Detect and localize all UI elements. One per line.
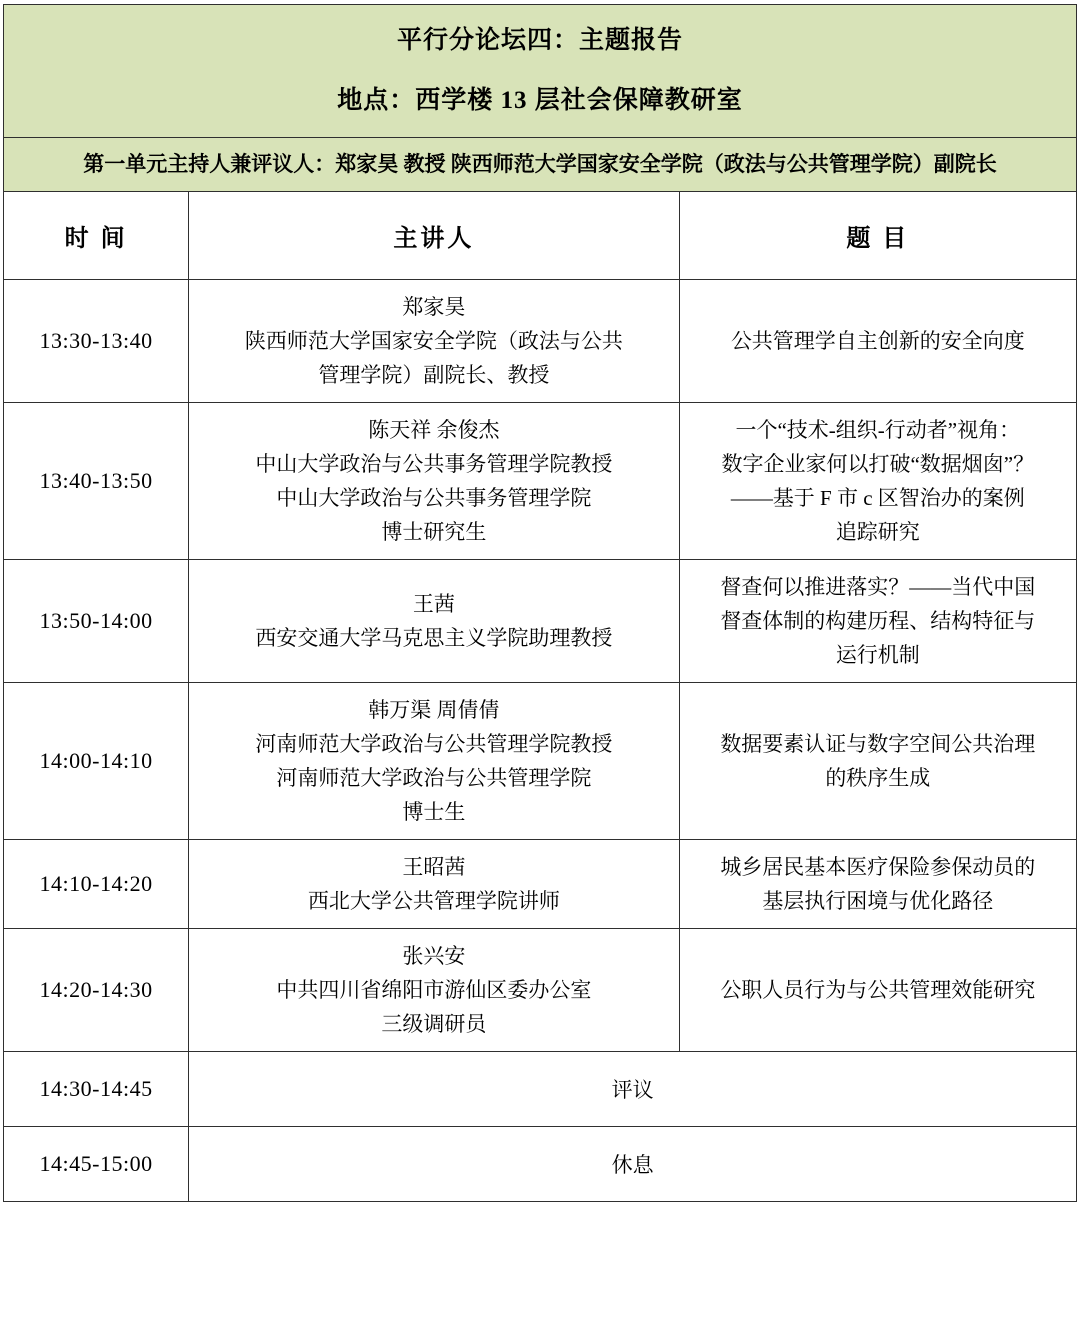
speaker-affiliation-line: 中山大学政治与公共事务管理学院 bbox=[276, 486, 592, 511]
column-header-time: 时 间 bbox=[4, 192, 189, 280]
table-row bbox=[4, 1052, 1077, 1127]
row-topic bbox=[679, 683, 1076, 840]
header-row bbox=[4, 5, 1077, 138]
speaker-affiliation-line: 西安交通大学马克思主义学院助理教授 bbox=[255, 626, 613, 651]
column-header-row bbox=[4, 192, 1077, 280]
topic-line: 督查何以推进落实？——当代中国 bbox=[720, 575, 1036, 600]
forum-venue: 地点：西学楼 13 层社会保障教研室 bbox=[337, 86, 743, 114]
row-time: 14:10-14:20 bbox=[4, 840, 189, 929]
row-time: 14:00-14:10 bbox=[4, 683, 189, 840]
row-topic bbox=[679, 929, 1076, 1052]
row-topic bbox=[679, 560, 1076, 683]
row-speaker bbox=[189, 560, 679, 683]
speaker-affiliation-line: 中山大学政治与公共事务管理学院教授 bbox=[255, 452, 613, 477]
row-time: 13:40-13:50 bbox=[4, 403, 189, 560]
forum-schedule-table bbox=[3, 4, 1077, 1202]
chair-row bbox=[4, 137, 1077, 192]
speaker-affiliation-line: 管理学院）副院长、教授 bbox=[318, 363, 550, 388]
column-header-topic: 题 目 bbox=[679, 192, 1076, 280]
row-time: 13:30-13:40 bbox=[4, 280, 189, 403]
speaker-name: 郑家昊 bbox=[402, 295, 466, 320]
speaker-affiliation-line: 博士研究生 bbox=[381, 520, 487, 545]
table-row bbox=[4, 280, 1077, 403]
speaker-name: 张兴安 bbox=[402, 944, 466, 969]
topic-line: 运行机制 bbox=[835, 643, 920, 668]
table-row bbox=[4, 403, 1077, 560]
speaker-name: 陈天祥 余俊杰 bbox=[368, 418, 500, 443]
topic-line: 基层执行困境与优化路径 bbox=[762, 889, 994, 914]
table-row bbox=[4, 929, 1077, 1052]
session-chair: 第一单元主持人兼评议人：郑家昊 教授 陕西师范大学国家安全学院（政法与公共管理学院）副院长 bbox=[4, 137, 1077, 192]
speaker-name: 王茜 bbox=[412, 592, 455, 617]
column-header-speaker: 主讲人 bbox=[189, 192, 679, 280]
speaker-affiliation-line: 河南师范大学政治与公共管理学院教授 bbox=[255, 732, 613, 757]
topic-line: 城乡居民基本医疗保险参保动员的 bbox=[720, 855, 1036, 880]
row-speaker bbox=[189, 403, 679, 560]
row-speaker bbox=[189, 280, 679, 403]
topic-line: 公共管理学自主创新的安全向度 bbox=[730, 329, 1025, 354]
topic-line: 督查体制的构建历程、结构特征与 bbox=[720, 609, 1036, 634]
topic-line: ——基于 F 市 c 区智治办的案例 bbox=[730, 486, 1025, 511]
topic-line: 一个“技术-组织-行动者”视角： bbox=[735, 418, 1021, 443]
topic-line: 的秩序生成 bbox=[825, 766, 931, 791]
table-row bbox=[4, 1127, 1077, 1202]
row-topic bbox=[679, 403, 1076, 560]
row-speaker bbox=[189, 929, 679, 1052]
topic-line: 公职人员行为与公共管理效能研究 bbox=[720, 978, 1036, 1003]
row-time: 14:45-15:00 bbox=[4, 1127, 189, 1202]
topic-line: 数据要素认证与数字空间公共治理 bbox=[720, 732, 1036, 757]
speaker-affiliation-line: 陕西师范大学国家安全学院（政法与公共 bbox=[244, 329, 623, 354]
forum-header bbox=[4, 5, 1077, 138]
speaker-name: 王昭茜 bbox=[402, 855, 466, 880]
row-merged-label: 评议 bbox=[189, 1052, 1077, 1127]
speaker-affiliation-line: 三级调研员 bbox=[381, 1012, 487, 1037]
speaker-affiliation-line: 河南师范大学政治与公共管理学院 bbox=[276, 766, 592, 791]
row-topic bbox=[679, 280, 1076, 403]
speaker-affiliation-line: 博士生 bbox=[402, 800, 466, 825]
row-time: 14:30-14:45 bbox=[4, 1052, 189, 1127]
row-time: 14:20-14:30 bbox=[4, 929, 189, 1052]
row-speaker bbox=[189, 683, 679, 840]
table-row bbox=[4, 560, 1077, 683]
speaker-affiliation-line: 中共四川省绵阳市游仙区委办公室 bbox=[276, 978, 592, 1003]
speaker-affiliation-line: 西北大学公共管理学院讲师 bbox=[307, 889, 560, 914]
row-topic bbox=[679, 840, 1076, 929]
row-time: 13:50-14:00 bbox=[4, 560, 189, 683]
table-row bbox=[4, 683, 1077, 840]
topic-line: 数字企业家何以打破“数据烟囱”？ bbox=[721, 452, 1035, 477]
row-speaker bbox=[189, 840, 679, 929]
forum-title: 平行分论坛四：主题报告 bbox=[396, 27, 683, 54]
table-row bbox=[4, 840, 1077, 929]
row-merged-label: 休息 bbox=[189, 1127, 1077, 1202]
speaker-name: 韩万渠 周倩倩 bbox=[368, 698, 500, 723]
topic-line: 追踪研究 bbox=[835, 520, 920, 545]
